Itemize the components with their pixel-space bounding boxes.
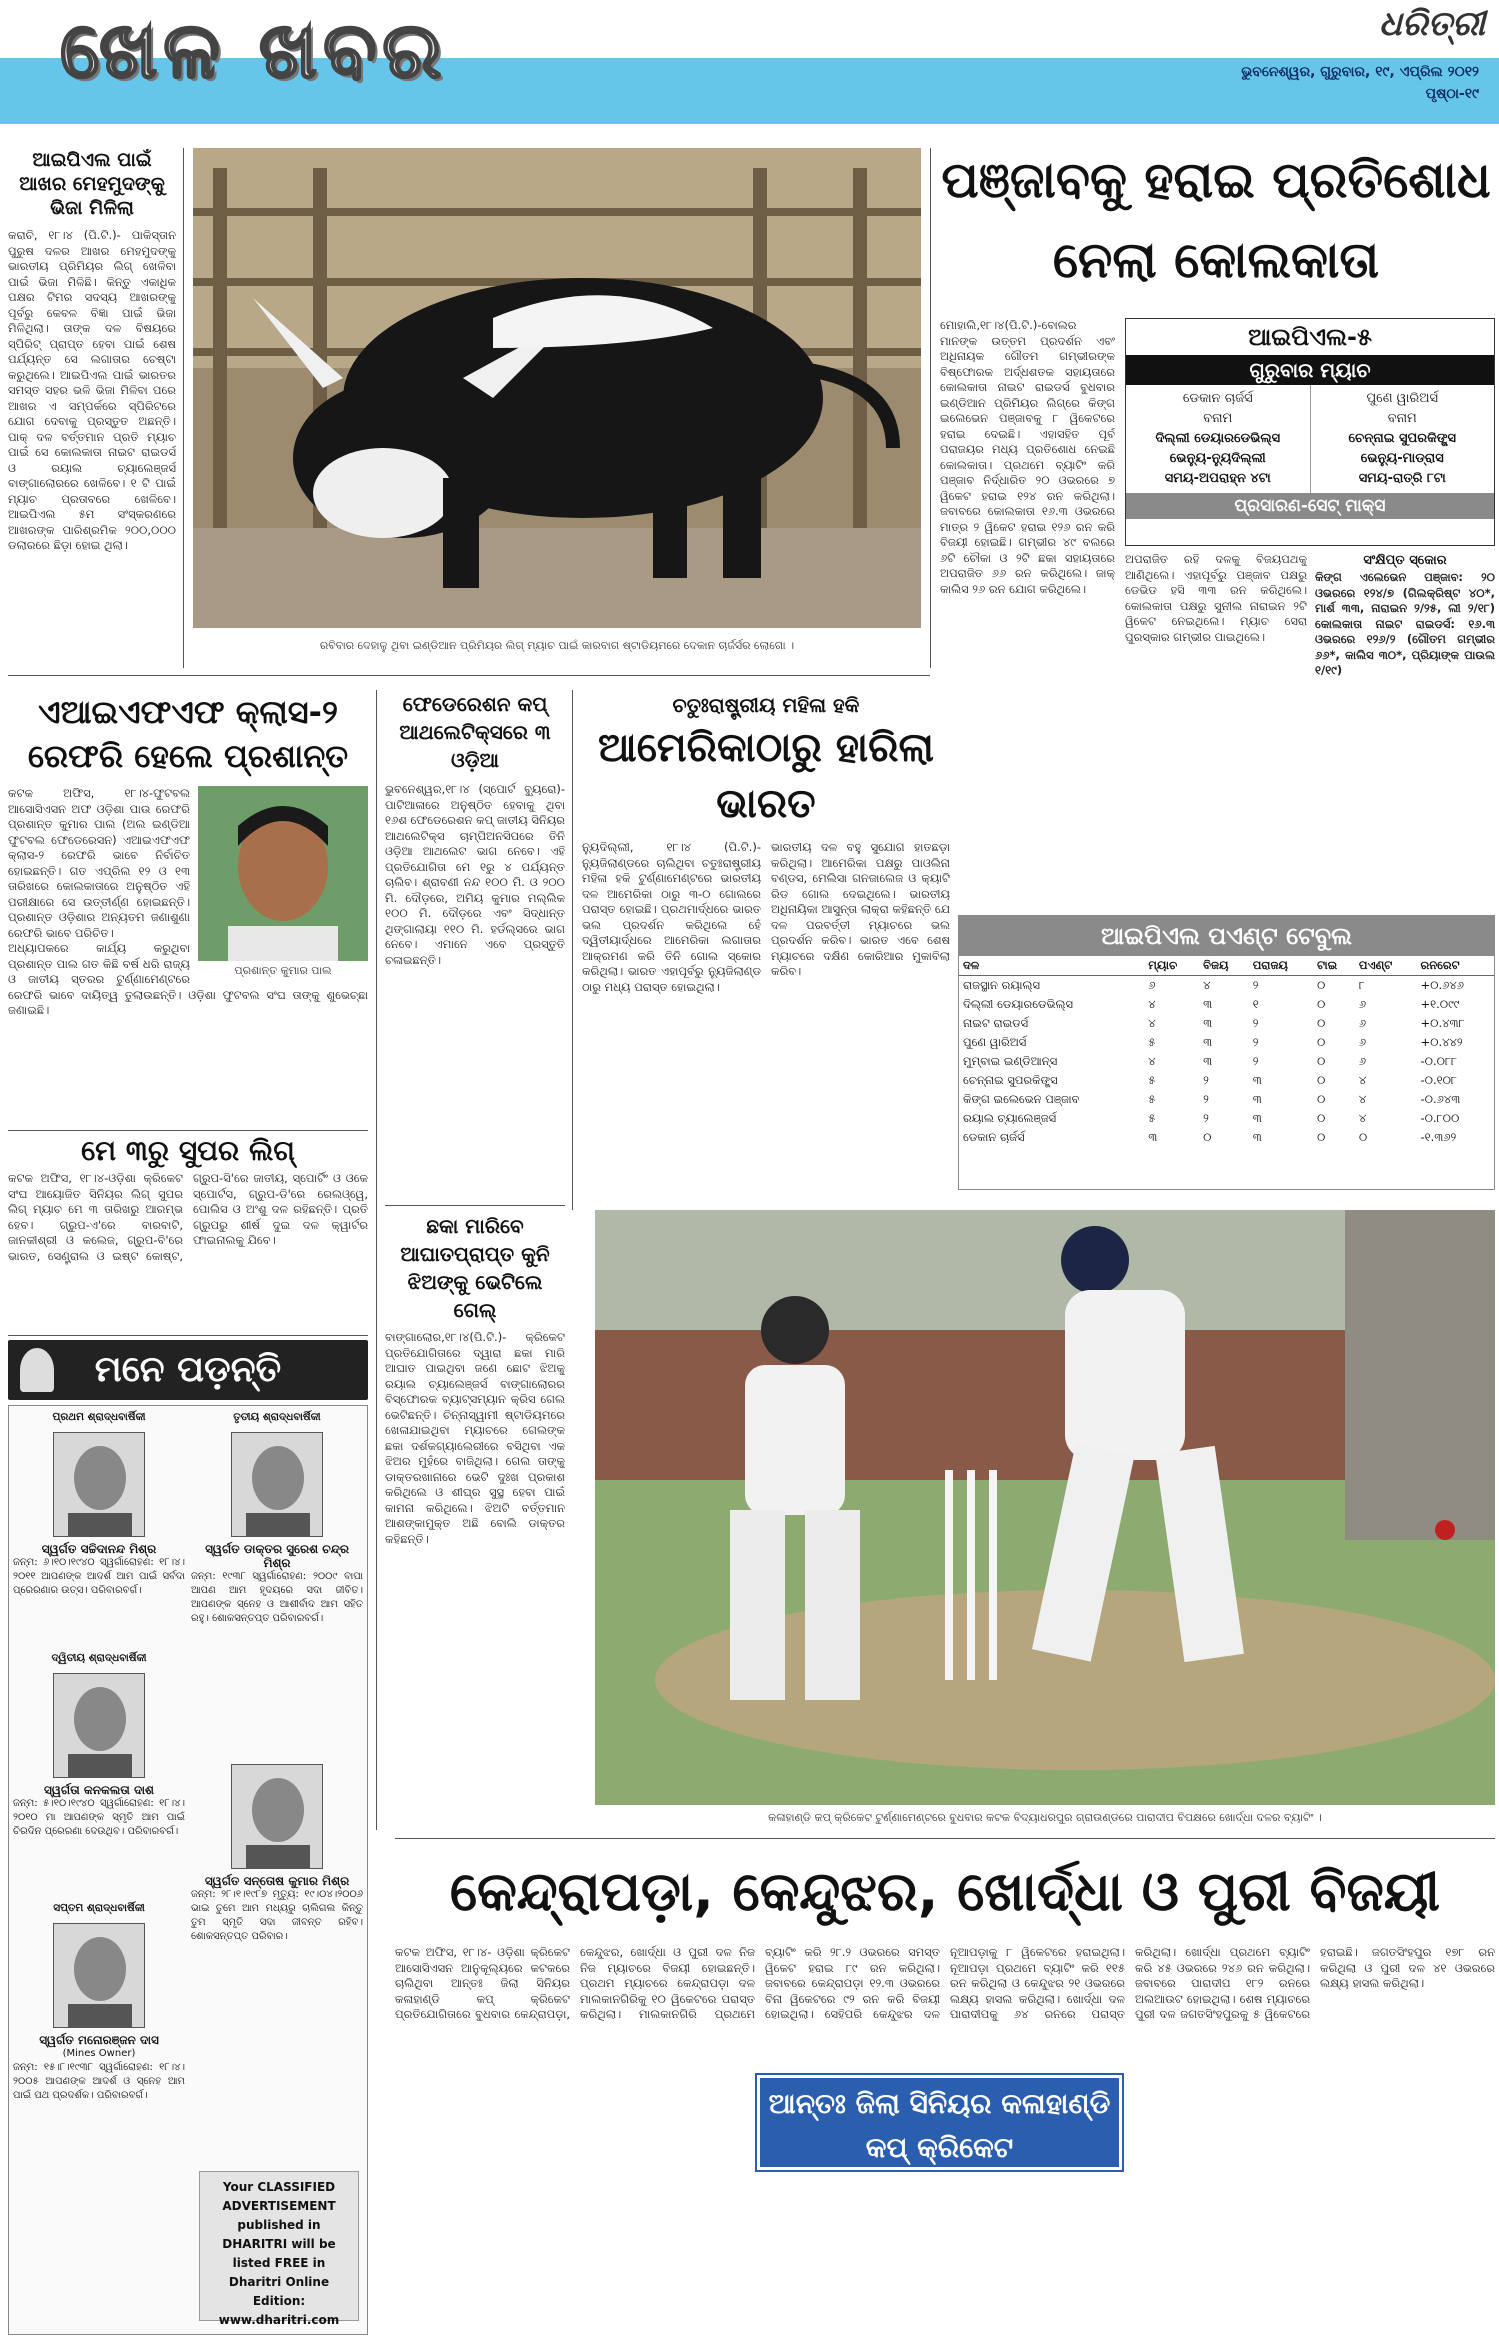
story-columns	[582, 840, 950, 995]
table-header-cell: ବିଜୟ	[1199, 956, 1249, 976]
venue: ଭେନ୍ୟୁ-ମାଡ୍ରାସ	[1360, 451, 1444, 466]
table-cell: ୦	[1358, 1130, 1368, 1144]
story-body: ଭୁବନେଶ୍ୱର,୧୮।୪ (ସ୍ପୋର୍ଟ ବ୍ୟୁରୋ)-ପାଟିଆଳାରେ ଅନୁଷ୍ଠିତ ହେବାକୁ ଥିବା ୧୬ଶ ଫେଡେରେଶନ କପ୍ ଜାତୀୟ ସିନିୟର ଆଥଲେଟିକ୍ସ ଚାମ୍ପିଅନସିପରେ ତିନି ଓଡ଼ିଆ ଆଥଲେଟ ଭାଗ ନେବେ। ଏହି ପ୍ରତିଯୋଗିତା ମେ ୧ରୁ ୪ ପର୍ଯ୍ୟନ୍ତ ଚାଲିବ। ଶ୍ରାବଣୀ ନନ୍ଦ ୧୦୦ ମି. ଓ ୨୦୦ ମି. ଦୌଡ଼ରେ, ଅମିୟ କୁମାର ମଲ୍ଲିକ ୧୦୦ ମି. ଦୌଡ଼ରେ ଏବଂ ସିଦ୍ଧାନ୍ତ ଥିଙ୍ଗାଲାୟା ୧୧୦ ମି. ହର୍ଡଲ୍ସରେ ଭାଗ ନେବେ। ଏମାନେ ଏବେ ପ୍ରସ୍ତୁତି ଚଳାଇଛନ୍ତି।	[385, 782, 565, 967]
table-header-cell: ମ୍ୟାଚ	[1144, 956, 1199, 976]
table-cell: ୮	[1358, 978, 1365, 992]
column-rule	[376, 690, 377, 1830]
score-summary	[1315, 552, 1495, 907]
table-row	[959, 1128, 1494, 1147]
table-cell: ୧	[1252, 997, 1259, 1011]
referee-photo	[198, 786, 368, 961]
obituary-text: ଜନ୍ମ: ୧୯୩୮ ସ୍ୱର୍ଗାରୋହଣ: ୨୦୦୯ ବାପା ଆପଣ ଆମ ହୃଦୟରେ ସଦା ଜୀବିତ। ଆପଣଙ୍କ ସ୍ନେହ ଓ ଆଶୀର୍ବାଦ ଆମ ସହିତ ରହୁ। ଶୋକସନ୍ତପ୍ତ ପରିବାରବର୍ଗ।	[191, 1571, 363, 1624]
table-cell: ୬	[1358, 997, 1367, 1011]
story-body-2: ଭାରତୀୟ ଦଳ ବହୁ ସୁଯୋଗ ହାତଛଡ଼ା କରିଥିଲା। ଆମେରିକା ପକ୍ଷରୁ ପାଓଲିନା ବଣ୍ଡସ, ମେଲିସା ଗନଜାଲେଜ ଓ କ୍ୟାଟି ରିଡ ଗୋଲ ଦେଇଥିଲେ। ଭାରତୀୟ ଅଧିନାୟିକା ଆସୁନ୍ତା ଲାକ୍ରା କହିଛନ୍ତି ଯେ ଦଳ ପରବର୍ତ୍ତୀ ମ୍ୟାଚରେ ଭଲ ପ୍ରଦର୍ଶନ କରିବ। ଭାରତ ଏବେ ଶେଷ ମ୍ୟାଚରେ ଦକ୍ଷିଣ କୋରିଆର ମୁକାବିଲା କରିବ।	[771, 840, 950, 978]
obituary-text: ଜନ୍ମ: ୫।୧୦।୧୯୪୦ ସ୍ୱର୍ଗାରୋହଣ: ୧୮।୪।୨୦୧୦ ମା ଆପଣଙ୍କ ସ୍ମୃତି ଆମ ପାଇଁ ଚିରଦିନ ପ୍ରେରଣା ଦେଉଥିବ। ପରିବାରବର୍ଗ।	[13, 1798, 185, 1837]
points-table	[959, 956, 1494, 1147]
table-row	[959, 1052, 1494, 1071]
section-rule	[8, 675, 930, 676]
story-body-cont: ଅପରାଜିତ ରହି ଦଳକୁ ବିଜୟପଥକୁ ଆଣିଥିଲେ। ଏହାପୂର୍ବରୁ ପଞ୍ଜାବ ପକ୍ଷରୁ ଡେଭିଡ ହସି ୩୩ ରନ କରିଥିଲେ। କୋଲକାତା ପକ୍ଷରୁ ସୁନୀଲ ନାରାଇନ ୨ଟି ୱିକେଟ ନେଇଥିଲେ। ମ୍ୟାଚ ସେରା ପୁରସ୍କାର ଗମ୍ଭୀର ପାଇଥିଲେ।	[1125, 552, 1307, 644]
table-cell: ୫	[1148, 1035, 1156, 1049]
table-cell: ପୁଣେ ୱାରିଅର୍ସ	[963, 1035, 1027, 1049]
table-header-cell: ଦଳ	[959, 956, 1144, 976]
summary-text: କିଙ୍ଗ ଏଲେଭେନ ପଞ୍ଜାବ: ୨୦ ଓଭରରେ ୧୨୪/୭ (ଗିଲକ୍ରିଷ୍ଟ ୪୦*, ମାର୍ଶ ୩୩, ନାରାଇନ ୨/୨୫, ଲୀ ୨/୧୮) କୋଲକାତା ନାଇଟ ରାଇଡର୍ସ: ୧୬.୩ ଓଭରରେ ୧୨୬/୨ (ଗୌତମ ଗମ୍ଭୀର ୬୬*, କାଲିସ ୩୦*, ପ୍ରିୟାଙ୍କ ପାଉଲ ୧/୧୯)	[1315, 570, 1495, 677]
obituary-tag: ଦ୍ୱିତୀୟ ଶ୍ରାଦ୍ଧବାର୍ଷିକୀ	[51, 1652, 147, 1664]
table-cell: -୦.୮୦୦	[1420, 1111, 1460, 1125]
table-cell: +୦.୬୪୬	[1420, 978, 1464, 992]
obituary-name: ସ୍ୱର୍ଗତା କନକଲତା ଦାଶ	[44, 1783, 154, 1797]
cricket-photo	[595, 1210, 1495, 1805]
summary-heading: ସଂକ୍ଷିପ୍ତ ସ୍କୋର	[1363, 553, 1447, 568]
match-1	[1126, 385, 1311, 493]
broadcast-info: ପ୍ରସାରଣ-ସେଟ୍ ମାକ୍ସ	[1126, 493, 1494, 519]
section-rule	[8, 1335, 368, 1336]
versus: ବନାମ	[1387, 411, 1417, 426]
headline: ମେ ୩ରୁ ସୁପର ଲିଗ୍	[81, 1134, 295, 1167]
table-cell: ୩	[1203, 1054, 1213, 1068]
table-row	[959, 995, 1494, 1014]
table-cell: ୦	[1316, 1111, 1326, 1125]
bull-photo-caption: ରବିବାର ଦେହାଳୁ ଥିବା ଇଣ୍ଡିଆନ ପ୍ରିମିୟର ଲିଗ୍ ମ୍ୟାଚ ପାଇଁ କାରବାଗ ଷ୍ଟାଡିୟମରେ ଦେକାନ ଚାର୍ଜର୍ସର ଲୋଗୋ ।	[319, 639, 795, 652]
table-cell: ୦	[1316, 1073, 1326, 1087]
headline: ଆଇପିଏଲ ପାଇଁ ଆଖର ମେହମୁଦଙ୍କୁ ଭିଜା ମିଳିଲା	[19, 149, 165, 219]
story-body: କରାଚି, ୧୮।୪ (ପି.ଟି.)- ପାକିସ୍ତାନ ପୁରୁଷ ଦଳର ଆଖର ମେହମୁଦଙ୍କୁ ଭାରତୀୟ ପ୍ରିମିୟର ଲିଗ୍ ଖେଳିବା ପାଇଁ ଭିଜା ମିଳିଛି। କିନ୍ତୁ ଏକାଧିକ ପକ୍ଷର ଟିମର ସଦସ୍ୟ ଆଖରଙ୍କୁ ପୂର୍ବରୁ କେବଳ ବିଜ୍ଞା ପାଇଁ ଭିଜା ମିଳିଥିଲା। ତାଙ୍କ ଦଳ ବିଷୟରେ ସ୍ପିରିଟ୍ ପ୍ରାପ୍ତ ହେବା ପାଇଁ ଶେଷ ପର୍ଯ୍ୟନ୍ତ ସେ ଲଗାତାର ଚେଷ୍ଟା କରୁଥିଲେ। ଆଇପିଏଲ ପାଇଁ ଭାରତର ସମସ୍ତ ସହର ଭଳି ଭିଜା ମିଳିବା ପରେ ଆଖର ଏ ସମ୍ପର୍କରେ ସ୍ପିରିଟରେ ଯୋଗ ଦେବାକୁ ପ୍ରସ୍ତୁତ ଅଛନ୍ତି। ପାକ୍ ଦଳ ବର୍ତ୍ତମାନ ପ୍ରତି ମ୍ୟାଚ ପାଇଁ ସେ କୋଲକାତା ନାଇଟ ରାଇଡର୍ସ ଓ ରୟାଲ ଚ୍ୟାଲେଞ୍ଜର୍ସ ବାଙ୍ଗାଲୋରରେ ଖେଳିବେ। ୧ ଟି ପାଇଁ ମ୍ୟାଚ ପ୍ରତାବରେ ଖେଳିବେ। ଆଇପିଏଲ ୫ମ ସଂସ୍କରଣରେ ଆଖରଙ୍କ ପାରିଶ୍ରମିକ ୨୦୦,୦୦୦ ଡଲାରରେ ଛିଡ଼ା ହୋଇ ଥିଲା।	[8, 228, 176, 552]
team1: ପୁଣେ ୱାରିଅର୍ସ	[1366, 391, 1439, 406]
table-cell: ୦	[1316, 1092, 1326, 1106]
obituary-item	[191, 1746, 363, 2016]
obituary-item	[13, 1651, 185, 1891]
story-hockey	[582, 690, 950, 1200]
cricket-ball	[1435, 1520, 1455, 1540]
points-table-title: ଆଇପିଏଲ ପଏଣ୍ଟ ଟେବୁଲ	[959, 916, 1494, 956]
table-cell: ୬	[1358, 1035, 1367, 1049]
table-cell: ୦	[1316, 1035, 1326, 1049]
column-rule	[930, 148, 931, 668]
stumps	[945, 1470, 997, 1680]
table-cell: ୪	[1358, 1073, 1367, 1087]
obituary-item	[13, 1410, 185, 1645]
table-cell: ୨	[1252, 1035, 1259, 1049]
story-super-league	[8, 1130, 368, 1335]
story-federation-cup	[385, 690, 565, 1200]
table-cell: ୨	[1203, 1092, 1209, 1106]
table-cell: ଦିଲ୍ଲୀ ଡେୟାରଡେଭିଲ୍ସ	[963, 997, 1074, 1011]
obituary-heading: ମନେ ପଡ଼ନ୍ତି	[94, 1349, 282, 1390]
table-cell: +୦.୪୩୮	[1420, 1016, 1465, 1030]
table-cell: ୩	[1252, 1092, 1262, 1106]
table-header-cell: ପଏଣ୍ଟ	[1355, 956, 1417, 976]
section-rule	[395, 1838, 1495, 1839]
table-cell: ୩	[1203, 1016, 1213, 1030]
match-time: ସମୟ-ରାତ୍ରି ୮ଟା	[1358, 471, 1446, 486]
team1: ଡେକାନ ଚାର୍ଜର୍ସ	[1182, 391, 1253, 406]
obituary-name: ସ୍ୱର୍ଗତ ସନ୍ତୋଷ କୁମାର ମିଶ୍ର	[204, 1874, 350, 1888]
table-cell: ନାଇଟ ରାଇଡର୍ସ	[963, 1016, 1029, 1030]
table-cell: ୪	[1358, 1111, 1367, 1125]
venue: ଭେନ୍ୟୁ-ନ୍ୟୁଦିଲ୍ଲୀ	[1169, 451, 1266, 466]
masthead	[0, 0, 1499, 130]
story-body: କଟକ ଅଫିସ, ୧୮।୪-ଫୁଟବଲ ଆସୋସିଏସନ ଅଫ ଓଡ଼ିଶା ପାଉ ରେଫରି ପ୍ରଶାନ୍ତ କୁମାର ପାଲ (ଅଲ ଇଣ୍ଡିଆ ଫୁଟବଲ ଫେଡେରେସନ) ଏଆଇଏଫଏଫ କ୍ଲାସ-୨ ରେଫରି ଭାବେ ନିର୍ବାଚିତ ହୋଇଛନ୍ତି। ଗତ ଏପ୍ରିଲ ୧୨ ଓ ୧୩ ତାରିଖରେ କୋଲକାତାରେ ଅନୁଷ୍ଠିତ ଏହି ପରୀକ୍ଷାରେ ସେ ଉତ୍ତୀର୍ଣ୍ଣ ହୋଇଛନ୍ତି। ପ୍ରଶାନ୍ତ ଓଡ଼ିଶାର ଅନ୍ୟତମ ଜଣାଶୁଣା ରେଫରି ଭାବେ ପରିଚିତ।	[8, 786, 190, 940]
table-cell: ୨	[1203, 1111, 1209, 1125]
table-cell: ୪	[1358, 1092, 1367, 1106]
portrait-photo	[231, 1764, 323, 1869]
table-cell: ୩	[1203, 997, 1213, 1011]
table-cell: -୦.୦୮୮	[1420, 1054, 1457, 1068]
bull-photo	[193, 148, 921, 628]
obituary-item	[191, 1410, 363, 1740]
section-title: ଖେଳ ଖବର	[60, 6, 448, 96]
referee-photo-caption: ପ୍ରଶାନ୍ତ କୁମାର ପାଲ	[234, 964, 332, 977]
obituary-text: ଜନ୍ମ: ୧୫।୮।୧୯୩୮ ସ୍ୱର୍ଗାରୋହଣ: ୧୮।୪।୨୦୦୫ ଆପଣଙ୍କ ଆଦର୍ଶ ଓ ସ୍ନେହ ଆମ ପାଇଁ ପଥ ପ୍ରଦର୍ଶକ। ପରିବାରବର୍ଗ।	[13, 2062, 185, 2101]
table-cell: ୩	[1252, 1073, 1262, 1087]
portrait-photo	[53, 1923, 145, 2028]
table-cell: ୩	[1148, 1130, 1158, 1144]
table-cell: ୨	[1252, 1016, 1259, 1030]
story-body-2: ଅଧ୍ୟାପକରେ କାର୍ଯ୍ୟ କରୁଥିବା ପ୍ରଶାନ୍ତ ପାଲ ଗତ କିଛି ବର୍ଷ ଧରି ରାଜ୍ୟ ଓ ଜାତୀୟ ସ୍ତରର ଟୁର୍ଣ୍ଣାମେଣ୍ଟରେ ରେଫରି ଭାବେ ଦାୟିତ୍ୱ ତୁଲାଉଛନ୍ତି। ଓଡ଼ିଶା ଫୁଟବଲ ସଂଘ ତାଙ୍କୁ ଶୁଭେଚ୍ଛା ଜଣାଇଛି।	[8, 941, 368, 1017]
table-cell: ୫	[1148, 1111, 1156, 1125]
newspaper-logo: ଧରିତ୍ରୀ	[1378, 4, 1485, 44]
table-header-cell: ଟାଇ	[1313, 956, 1355, 976]
portrait-photo	[53, 1673, 145, 1778]
table-cell: ୩	[1252, 1111, 1262, 1125]
table-cell: କିଙ୍ଗ ଇଲେଭେନ ପଞ୍ଜାବ	[963, 1092, 1080, 1106]
story-body: ମୋହାଲି,୧୮।୪(ପି.ଟି.)-ବୋଲର ମାନଙ୍କ ଉତ୍ତମ ପ୍ରଦର୍ଶନ ଏବଂ ଅଧିନାୟକ ଗୌତମ ଗମ୍ଭୀରଙ୍କ ବିଷ୍ଫୋରକ ଅର୍ଦ୍ଧଶତକ ସହାୟତାରେ କୋଲକାତା ନାଇଟ ରାଇଡର୍ସ ବୁଧବାର ଇଣ୍ଡିଆନ ପ୍ରିମିୟର ଲିଗ୍‌ରେ କିଙ୍ଗ ଇଲେଭେନ ପଞ୍ଜାବକୁ ୮ ୱିକେଟରେ ହରାଇ ଦେଇଛି। ଏହାସହିତ ପୂର୍ବ ପରାଜୟର ମଧ୍ୟ ପ୍ରତିଶୋଧ ନେଇଛି କୋଲକାତା। ପ୍ରଥମେ ବ୍ୟାଟିଂ କରି ପଞ୍ଜାବ ନିର୍ଦ୍ଧାରିତ ୨୦ ଓଭରରେ ୭ ୱିକେଟ ହରାଇ ୧୨୪ ରନ କରିଥିଲା। ଜବାବରେ କୋଲକାତା ୧୬.୩ ଓଭରରେ ମାତ୍ର ୨ ୱିକେଟ ହରାଇ ୧୨୬ ରନ କରି ବିଜୟୀ ହୋଇଛି। ଗମ୍ଭୀର ୪୯ ବଲରେ ୬ଟି ଚୌକା ଓ ୨ଟି ଛକା ସହାୟତାରେ ଅପରାଜିତ ୬୬ ରନ କରିଥିଲେ। ଜାକ୍ କାଲିସ ୨୬ ରନ ଯୋଗ କରିଥିଲେ।	[940, 318, 1115, 596]
portrait-photo	[231, 1432, 323, 1537]
table-cell: ୪	[1203, 978, 1211, 992]
table-cell: ଚେନ୍ନାଇ ସୁପରକିଙ୍ଗ୍ସ	[963, 1073, 1058, 1087]
table-header-cell: ରନରେଟ	[1416, 956, 1494, 976]
ipl-box-subtitle: ଗୁରୁବାର ମ୍ୟାଚ	[1126, 355, 1494, 385]
story-akhar-visa	[8, 148, 176, 668]
table-cell: ୩	[1203, 1035, 1213, 1049]
team2: ଚେନ୍ନାଇ ସୁପରକିଙ୍ଗ୍ସ	[1348, 431, 1456, 446]
column-rule	[183, 148, 184, 668]
table-cell: ୪	[1148, 1054, 1156, 1068]
headline: ଏଆଇଏଫଏଫ କ୍ଲାସ-୨ ରେଫରି ହେଲେ ପ୍ରଶାନ୍ତ	[27, 693, 349, 775]
tournament-box: ଆନ୍ତଃ ଜିଲା ସିନିୟର କଳାହାଣ୍ଡି କପ୍ କ୍ରିକେଟ	[757, 2075, 1122, 2170]
headline: ପଞ୍ଜାବକୁ ହରାଇ ପ୍ରତିଶୋଧ ନେଲା କୋଲକାତା	[941, 151, 1491, 289]
table-cell: ୦	[1203, 1130, 1212, 1144]
headline: ଆମେରିକାଠାରୁ ହାରିଲା ଭାରତ	[597, 725, 934, 827]
page-number: ପୃଷ୍ଠା-୧୯	[1425, 86, 1479, 102]
obituary-text: ଜନ୍ମ: ୬।୧୦।୧୯୪୦ ସ୍ୱର୍ଗାରୋହଣ: ୧୮।୪।୨୦୧୧ ଆପଣଙ୍କ ଆଦର୍ଶ ଆମ ପାଇଁ ସର୍ବଦା ପ୍ରେରଣାର ଉତ୍ସ। ପରିବାରବର୍ଗ।	[13, 1557, 185, 1596]
table-row	[959, 1014, 1494, 1033]
cricket-photo-caption: କଳାହାଣ୍ଡି କପ୍ କ୍ରିକେଟ ଟୁର୍ଣ୍ଣାମେଣ୍ଟରେ ବୁଧବାର କଟକ ବିଦ୍ୟାଧରପୁର ଗ୍ରାଉଣ୍ଡରେ ପାରାଦୀପ ବିପକ୍ଷରେ ଖୋର୍ଦ୍ଧା ଦଳର ବ୍ୟାଟିଂ ।	[768, 1811, 1322, 1824]
table-row	[959, 1090, 1494, 1109]
table-row	[959, 1071, 1494, 1090]
table-cell: ୦	[1316, 1054, 1326, 1068]
table-cell: ୫	[1148, 1092, 1156, 1106]
table-cell: ୦	[1316, 997, 1326, 1011]
table-cell: -୧.୩୬୨	[1420, 1130, 1457, 1144]
table-cell: ୦	[1316, 1130, 1326, 1144]
cricket-match-image	[595, 1210, 1495, 1805]
obituary-name: ସ୍ୱର୍ଗତ ସଚ୍ଚିଦାନନ୍ଦ ମିଶ୍ର	[41, 1542, 157, 1556]
obituary-item	[13, 1901, 185, 2231]
table-cell: ୪	[1148, 1016, 1156, 1030]
bull-statue-image	[193, 148, 921, 628]
ipl-schedule-box	[1125, 318, 1495, 546]
table-cell: ମୁମ୍ବାଇ ଇଣ୍ଡିଆନ୍ସ	[963, 1054, 1058, 1068]
match-2	[1311, 385, 1495, 493]
table-cell: ୪	[1148, 997, 1156, 1011]
story-body: ବାଙ୍ଗାଲୋର,୧୮।୪(ପି.ଟି.)- କ୍ରିକେଟ ପ୍ରତିଯୋଗିତାରେ ଦ୍ୱାରା ଛକା ମାରି ଆଘାତ ପାଇଥିବା ଜଣେ ଛୋଟ ଝିଅକୁ ରୟାଲ ଚ୍ୟାଲେଞ୍ଜର୍ସ ବାଙ୍ଗାଲୋରର ବିସ୍ଫୋରକ ବ୍ୟାଟ୍ସମ୍ୟାନ କ୍ରିସ ଗେଲ ଭେଟିଛନ୍ତି। ଚିନ୍ନାସ୍ୱାମୀ ଷ୍ଟାଡିୟମରେ ଖେଳାଯାଇଥିବା ମ୍ୟାଚରେ ଗେଲଙ୍କ ଛକା ଦର୍ଶକଗ୍ୟାଲେରୀରେ ବସିଥିବା ଏକ ଝିଅର ମୁହଁରେ ବାଜିଥିଲା। ଗେଲ ତାଙ୍କୁ ଡାକ୍ତରଖାନାରେ ଭେଟି ଦୁଃଖ ପ୍ରକାଶ କରିଥିଲେ ଓ ଶୀଘ୍ର ସୁସ୍ଥ ହେବା ପାଇଁ କାମନା କରିଥିଲେ। ଝିଅଟି ବର୍ତ୍ତମାନ ଆଶଙ୍କାମୁକ୍ତ ଅଛି ବୋଲି ଡାକ୍ତର କହିଛନ୍ତି।	[385, 1330, 565, 1546]
ipl-box-title: ଆଇପିଏଲ-୫	[1126, 319, 1494, 355]
table-cell: ୦	[1316, 978, 1326, 992]
table-cell: ୨	[1252, 1054, 1259, 1068]
table-row	[959, 1033, 1494, 1052]
table-cell: ୦	[1316, 1016, 1326, 1030]
obituary-tag: ତୃତୀୟ ଶ୍ରାଦ୍ଧବାର୍ଷିକୀ	[233, 1411, 321, 1423]
table-cell: ୬	[1358, 1016, 1367, 1030]
obituary-name: ସ୍ୱର୍ଗତ ଡାକ୍ତର ସୁରେଶ ଚନ୍ଦ୍ର ମିଶ୍ର	[205, 1542, 349, 1570]
table-cell: -୦.୧୦୮	[1420, 1073, 1457, 1087]
table-cell: ୩	[1252, 1130, 1262, 1144]
table-header-cell: ପରାଜୟ	[1249, 956, 1313, 976]
table-cell: ଡେକାନ ଚାର୍ଜର୍ସ	[963, 1130, 1025, 1144]
referee-photo-block	[198, 786, 368, 981]
story-body: ନ୍ୟୁଦିଲ୍ଲୀ, ୧୮।୪ (ପି.ଟି.)- ନ୍ୟୁଜିଲାଣ୍ଡରେ ଚାଲିଥିବା ଚତୁଃରାଷ୍ଟ୍ରୀୟ ମହିଳା ହକି ଟୁର୍ଣ୍ଣାମେଣ୍ଟରେ ଭାରତୀୟ ଦଳ ଆମେରିକା ଠାରୁ ୩-୦ ଗୋଲରେ ପରାସ୍ତ ହୋଇଛି। ପ୍ରଥମାର୍ଦ୍ଧରେ ଭାରତ ଭଲ ପ୍ରଦର୍ଶନ କରିଥିଲେ ହେଁ ଦ୍ୱିତୀୟାର୍ଦ୍ଧରେ ଆମେରିକା ଲଗାତାର ଆକ୍ରମଣ କରି ତିନି ଗୋଲ ସ୍କୋର କରିଥିଲା। ଭାରତ ଏହାପୂର୍ବରୁ ନ୍ୟୁଜିଲାଣ୍ଡ ଠାରୁ ମଧ୍ୟ ପରାସ୍ତ ହୋଇଥିଲା।	[582, 840, 761, 994]
table-row	[959, 1109, 1494, 1128]
table-cell: ୫	[1148, 1073, 1156, 1087]
table-row	[959, 976, 1494, 996]
story-body: କଟକ ଅଫିସ, ୧୮।୪- ଓଡ଼ିଶା କ୍ରିକେଟ ଆସୋସିଏସନ ଆନୁକୂଲ୍ୟରେ କଟକରେ ଚାଲିଥିବା ଆନ୍ତଃ ଜିଲା ସିନିୟର କଳାହାଣ୍ଡି କପ୍ କ୍ରିକେଟ ପ୍ରତିଯୋଗିତାରେ ବୁଧବାର କେନ୍ଦ୍ରାପଡ଼ା, କେନ୍ଦୁଝର, ଖୋର୍ଦ୍ଧା ଓ ପୁରୀ ଦଳ ନିଜ ନିଜ ମ୍ୟାଚରେ ବିଜୟୀ ହୋଇଛନ୍ତି। ପ୍ରଥମ ମ୍ୟାଚରେ କେନ୍ଦ୍ରାପଡ଼ା ଦଳ ମାଲକାନଗିରିକୁ ୧୦ ୱିକେଟରେ ପରାସ୍ତ କରିଥିଲା। ମାଲକାନଗିରି ପ୍ରଥମେ ବ୍ୟାଟିଂ କରି ୨୮.୨ ଓଭରରେ ସମସ୍ତ ୱିକେଟ ହରାଇ ୮୯ ରନ କରିଥିଲା। ଜବାବରେ କେନ୍ଦ୍ରାପଡ଼ା ୧୨.୩ ଓଭରରେ ବିନା ୱିକେଟରେ ୯୨ ରନ କରି ବିଜୟୀ ହୋଇଥିଲା। ସେହିପରି କେନ୍ଦୁଝର ଦଳ ନୂଆପଡ଼ାକୁ ୮ ୱିକେଟରେ ହରାଇଥିଲା। ନୂଆପଡ଼ା ପ୍ରଥମେ ବ୍ୟାଟିଂ କରି ୧୧୫ ରନ କରିଥିଲା ଓ କେନ୍ଦୁଝର ୨୧ ଓଭରରେ ଲକ୍ଷ୍ୟ ହାସଲ କରିଥିଲା। ଖୋର୍ଦ୍ଧା ଦଳ ପାରାଦୀପକୁ ୬୪ ରନରେ ପରାସ୍ତ କରିଥିଲା। ଖୋର୍ଦ୍ଧା ପ୍ରଥମେ ବ୍ୟାଟିଂ କରି ୪୫ ଓଭରରେ ୨୪୬ ରନ କରିଥିଲା। ଜବାବରେ ପାରାଦୀପ ୧୮୨ ରନରେ ଅଲଆଉଟ ହୋଇଥିଲା। ଶେଷ ମ୍ୟାଚରେ ପୁରୀ ଦଳ ଜଗତସିଂହପୁରକୁ ୫ ୱିକେଟରେ ହରାଇଛି। ଜଗତସିଂହପୁର ୧୭୮ ରନ କରିଥିଲା ଓ ପୁରୀ ଦଳ ୪୧ ଓଭରରେ ଲକ୍ଷ୍ୟ ହାସଲ କରିଥିଲା।	[395, 1945, 1495, 2021]
headline: ଛକା ମାରିବେ ଆଘାତପ୍ରାପ୍ତ କୁନି ଝିଅଙ୍କୁ ଭେଟିଲେ ଗେଲ୍	[400, 1214, 550, 1322]
points-table-box	[958, 915, 1495, 1190]
table-cell: +୧.୦୯୯	[1420, 997, 1460, 1011]
obituary-section	[8, 1405, 368, 2335]
table-cell: ୨	[1252, 978, 1259, 992]
lamp-icon	[20, 1348, 54, 1392]
obituary-name: ସ୍ୱର୍ଗତ ମନୋରଞ୍ଜନ ଦାସ	[39, 2033, 159, 2047]
ipl-matches	[1126, 385, 1494, 493]
column-rule	[572, 690, 573, 1210]
portrait-photo	[53, 1432, 145, 1537]
obituary-subtitle: (Mines Owner)	[62, 2048, 136, 2059]
kicker: ଚତୁଃରାଷ୍ଟ୍ରୀୟ ମହିଳା ହକି	[672, 693, 860, 717]
table-cell: -୦.୬୪୩	[1420, 1092, 1461, 1106]
issue-date: ଭୁବନେଶ୍ୱର, ଗୁରୁବାର, ୧୯, ଏପ୍ରିଲ ୨୦୧୨	[1241, 64, 1479, 80]
table-cell: ୨	[1203, 1073, 1209, 1087]
table-cell: ୬	[1358, 1054, 1367, 1068]
table-cell: ରୟାଲ ଚ୍ୟାଲେଞ୍ଜର୍ସ	[963, 1111, 1057, 1125]
obituary-tag: ପ୍ରଥମ ଶ୍ରାଦ୍ଧବାର୍ଷିକୀ	[52, 1411, 146, 1423]
table-header-row	[959, 956, 1494, 976]
table-cell: +୦.୪୪୨	[1420, 1035, 1463, 1049]
story-body: କଟକ ଅଫିସ, ୧୮।୪-ଓଡ଼ିଶା କ୍ରିକେଟ ସଂଘ ଆୟୋଜିତ ସିନିୟର ଲିଗ୍ ସୁପର ଲିଗ୍ ମ୍ୟାଚ ମେ ୩ ତାରିଖରୁ ଆରମ୍ଭ ହେବ। ଗ୍ରୁପ-ଏ'ରେ ବାରବାଟି, ଜାନକୀଶ୍ରୀ ଓ କଲେଜ, ଗ୍ରୁପ-ବି'ରେ ଭାରତ, ସେଣ୍ଟ୍ରାଲ ଓ ଇଷ୍ଟ କୋଷ୍ଟ, ଗ୍ରୁପ-ସି'ରେ ଜାତୀୟ, ସ୍ପୋର୍ଟିଂ ଓ ଓକେ ସ୍ପୋର୍ଟସ, ଗ୍ରୁପ-ଡି'ରେ ରେଲଓ୍ୱେ, ପୋଲିସ ଓ ଅଂଶୁ ଦଳ ରହିଛନ୍ତି। ପ୍ରତି ଗ୍ରୁପରୁ ଶୀର୍ଷ ଦୁଇ ଦଳ କ୍ୱାର୍ଟର ଫାଇନାଲକୁ ଯିବେ।	[8, 1171, 368, 1263]
table-cell: ରାଜସ୍ଥାନ ରୟାଲ୍ସ	[963, 978, 1040, 992]
obituary-tag: ସପ୍ତମ ଶ୍ରାଦ୍ଧବାର୍ଷିକୀ	[53, 1902, 145, 1914]
classified-promo: Your CLASSIFIED ADVERTISEMENT published in DHARITRI will be listed FREE in Dharitri Online Edition: www.dharitri.com	[199, 2171, 359, 2321]
obituary-text: ଜନ୍ମ: ୨୮।୧।୧୯୮୭ ମୃତ୍ୟୁ: ୧୯।୦୪।୨୦୦୬ ଭାଇ ତୁମେ ଆମ ମଧ୍ୟରୁ ଚାଲିଗଲ କିନ୍ତୁ ତୁମ ସ୍ମୃତି ସଦା ଜୀବନ୍ତ ରହିବ। ଶୋକସନ୍ତପ୍ତ ପରିବାର।	[191, 1889, 363, 1942]
story-referee	[8, 690, 368, 1100]
table-cell: ୬	[1148, 978, 1156, 992]
headline: କେନ୍ଦ୍ରାପଡ଼ା, କେନ୍ଦୁଝର, ଖୋର୍ଦ୍ଧା ଓ ପୁରୀ ବିଜୟୀ	[449, 1860, 1441, 1923]
match-time: ସମୟ-ଅପରାହ୍ନ ୪ଟା	[1164, 471, 1271, 486]
team2: ଦିଲ୍ଲୀ ଡେୟାରଡେଭିଲ୍ସ	[1155, 431, 1281, 446]
versus: ବନାମ	[1203, 411, 1233, 426]
headline: ଫେଡେରେଶନ କପ୍ ଆଥଲେଟିକ୍ସରେ ୩ ଓଡ଼ିଆ	[399, 692, 551, 772]
story-gayle	[385, 1205, 565, 1835]
obituary-header	[8, 1340, 368, 1400]
table-body	[959, 976, 1494, 1148]
